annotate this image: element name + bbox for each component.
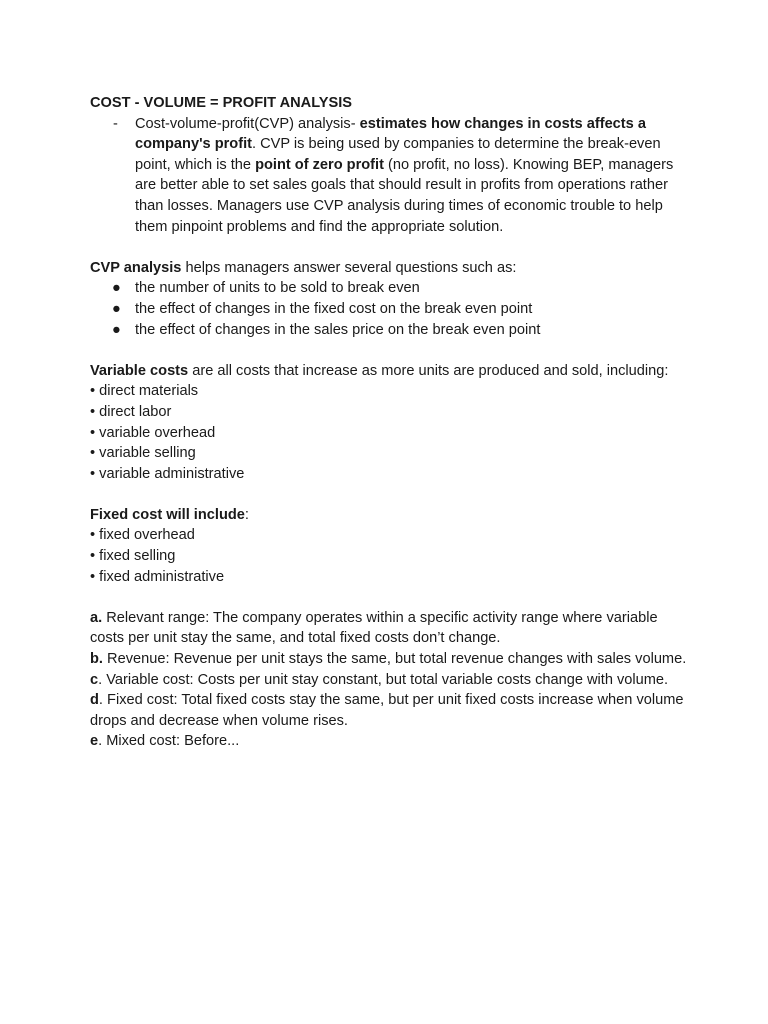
- assumption-text: . Variable cost: Costs per unit stay constant, but total variable costs change with volume.: [98, 671, 669, 688]
- fixed-cost-colon: :: [244, 506, 249, 523]
- list-item: [90, 299, 690, 320]
- variable-costs-bold: Variable costs: [90, 362, 189, 379]
- assumption-text: Revenue: Revenue per unit stays the same, but total revenue changes with sales volume.: [102, 651, 687, 668]
- bullet-icon: ●: [112, 280, 121, 297]
- fixed-cost-bold: Fixed cost will include: [90, 506, 245, 523]
- variable-costs-rest: are all costs that increase as more units are produced and sold, including:: [188, 362, 669, 379]
- assumption-b: [90, 649, 690, 670]
- variable-costs-paragraph: [90, 361, 690, 382]
- list-item-text: the effect of changes in the fixed cost on the break even point: [135, 300, 533, 317]
- bullet-icon: ●: [112, 321, 121, 338]
- cvp-bold: CVP analysis: [90, 259, 182, 276]
- cvp-question-list: [90, 278, 690, 340]
- assumption-letter: b.: [90, 651, 103, 668]
- fixed-cost-heading: [90, 505, 690, 526]
- list-item: [90, 320, 690, 341]
- list-item: • direct materials: [90, 383, 199, 400]
- list-item: • fixed selling: [90, 548, 176, 565]
- bullet-icon: ●: [112, 300, 121, 317]
- intro-text-3: (no profit, no loss). Knowing BEP, managers are better able to set sales goals that should result in profits from operations rather than losses. Managers use CVP analysis during times of economic trouble to help them pinpoint problems and find the appropriate solution.: [135, 156, 674, 235]
- assumption-letter: a.: [90, 609, 103, 626]
- intro-text-1: Cost-volume-profit(CVP) analysis-: [135, 115, 360, 132]
- list-item: • variable selling: [90, 445, 196, 462]
- list-item-text: the effect of changes in the sales price on the break even point: [135, 321, 541, 338]
- assumption-text: Relevant range: The company operates within a specific activity range where variable costs per unit stay the same, and total fixed costs don’t change.: [90, 609, 658, 647]
- assumption-text: . Fixed cost: Total fixed costs stay the same, but per unit fixed costs increase when volume drops and decrease when volume rises.: [90, 692, 684, 729]
- intro-paragraph: [90, 114, 690, 238]
- list-item: • fixed overhead: [90, 527, 195, 544]
- assumption-letter: d: [90, 692, 99, 709]
- cvp-rest: helps managers answer several questions such as:: [181, 259, 517, 276]
- document-title: COST - VOLUME = PROFIT ANALYSIS: [90, 95, 353, 111]
- intro-bold-1: estimates how changes in costs affects a company's profit: [135, 115, 646, 153]
- cvp-heading: [90, 258, 690, 279]
- list-item: [90, 278, 690, 299]
- assumption-e: [90, 731, 690, 752]
- assumption-c: [90, 670, 690, 691]
- list-item: • variable overhead: [90, 424, 216, 441]
- list-item: • fixed administrative: [90, 568, 225, 585]
- list-item: • variable administrative: [90, 465, 245, 482]
- assumption-letter: c: [90, 671, 99, 688]
- assumption-d: [90, 690, 690, 731]
- intro-text-2: . CVP is being used by companies to determine the break-even point, which is the: [135, 136, 661, 173]
- list-item: • direct labor: [90, 403, 172, 420]
- assumption-text: . Mixed cost: Before...: [98, 733, 240, 750]
- assumption-letter: e: [90, 733, 99, 750]
- assumption-a: [90, 608, 690, 649]
- list-item-text: the number of units to be sold to break even: [135, 280, 420, 297]
- dash-marker: -: [113, 115, 118, 132]
- document-page: [90, 93, 690, 752]
- intro-bold-2: point of zero profit: [255, 156, 384, 173]
